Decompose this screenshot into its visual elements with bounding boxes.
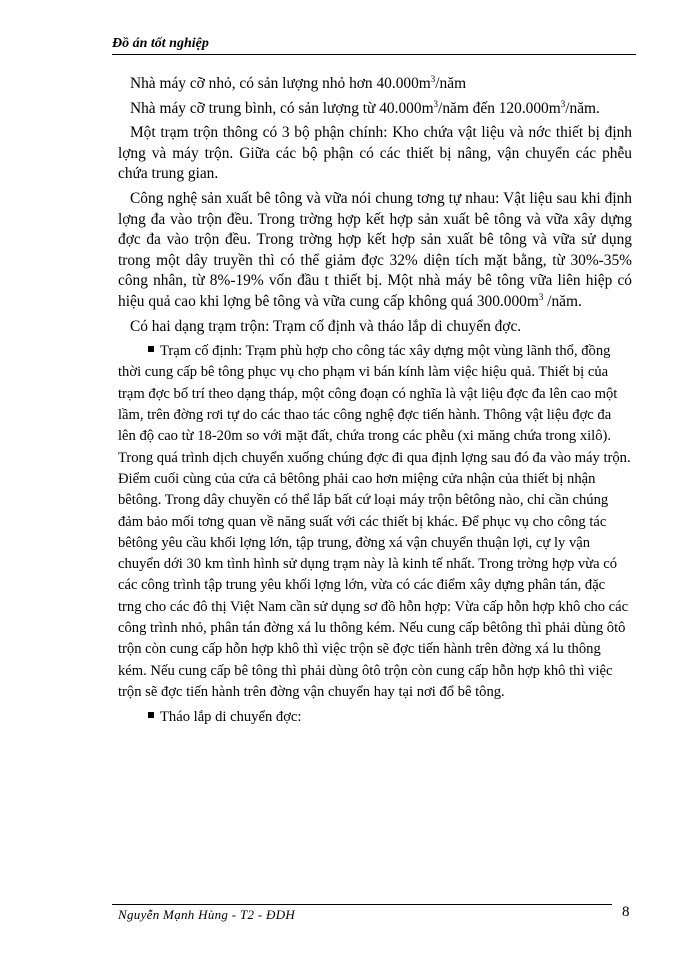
page-header <box>112 36 636 55</box>
page-number: 8 <box>622 904 630 920</box>
paragraph-small-plant: Nhà máy cỡ nhỏ, có sản lượng nhỏ hơn $40.000m^3$/năm <box>130 74 467 92</box>
square-bullet-icon <box>148 712 154 718</box>
paragraph-medium-plant: Nhà máy cỡ trung bình, có sản lượng từ $40.000m^3$/năm đến $120.000m^3$/năm. <box>130 98 600 117</box>
paragraph-mixing-station-parts: Một trạm trộn thông có 3 bộ phận chính: Kho chứa vật liệu và nớc thiết bị định lợng và máy trộn. Giữa các bộ phận có các thiết bị nâng, vận chuyển các phễu chứa trung gian. <box>118 124 632 183</box>
footer-author: Nguyễn Mạnh Hùng - T2 - ĐDH <box>118 907 296 922</box>
footer-divider <box>112 904 612 905</box>
bullet-mobile-station: Tháo lắp di chuyển đợc: <box>118 707 632 728</box>
bullet-fixed-station: Trạm cố định: Trạm phù hợp cho công tác xây dựng một vùng lãnh thổ, đồng thời cung cấp bê tông phục vụ cho phạm vi bán kính làm việc hiệu quả. Thiết bị của trạm đợc bố trí theo dạng tháp, một công đoạn có nghĩa là vật liệu đợc đa lên cao một lầm, trên đờng rơi tự do các thao tác công nghệ đợc tiến hành. Thông vật liệu đợc đa lên độ cao từ 18-20m so với mặt đất, chứa trong các phễu (xi măng chứa trong xilô). Trong quá trình dịch chuyển xuống chúng đợc đi qua định lợng sau đó đa vào máy trộn. Điểm cuối cùng của cửa cả bêtông phải cao hơn miệng cửa nhận của thiết bị nhận bêtông. Trong dây chuyền có thể lắp bất cứ loại máy trộn bêtông nào, chỉ cần chúng đảm bảo mối tơng quan về năng suất với các thiết bị khác. Để phục vụ cho công tác bêtông yêu cầu khối lợng lớn, tập trung, đờng xá vận chuyển thuận lợi, cự ly vận chuyển dới 30 km tình hình sử dụng trạm này là kinh tế nhất. Trong trờng hợp vừa có các công trình tập trung yêu khối lợng lớn, vừa có các điểm xây dựng phân tán, đặc trng cho các đô thị Việt Nam cần sử dụng sơ đồ hỗn hợp: Vừa cấp hỗn hợp khô cho các công trình nhỏ, phân tán đờng xá lu thông kém. Nếu cung cấp bêtông thì phải dùng ôtô trộn còn cung cấp hỗn hợp khô thì việc trộn sẽ đợc tiến hành trên đờng xá lu thông kém. Nếu cung cấp bê tông thì phải dùng ôtô trộn còn cung cấp hỗn hợp khô thì việc trộn sẽ đợc tiến hành trên đờng vận chuyển hay tại nơi đổ bê tông. <box>118 343 631 700</box>
page-body <box>118 74 632 731</box>
header-title: Đồ án tốt nghiệp <box>112 36 209 51</box>
square-bullet-icon <box>148 346 154 352</box>
paragraph-production-technology: Công nghệ sản xuất bê tông và vữa nói chung tơng tự nhau: Vật liệu sau khi định lợng đa vào trộn đều. Trong trờng hợp kết hợp sản xuất bê tông và vữa xây dựng đợc đa vào trộn đều. Trong trờng hợp kết hợp sản xuất bê tông và vữa sử dụng trong một dây truyền thì có thể giảm đợc 32% diện tích mặt bằng, từ 30%-35% công nhân, từ 8%-19% vốn đầu t thiết bị. Một nhà máy bê tông vữa liên hiệp có hiệu quả cao khi lợng bê tông và vữa cung cấp không quá $300.000m^3$ /năm. <box>118 189 632 310</box>
paragraph-station-types: Có hai dạng trạm trộn: Trạm cố định và tháo lắp di chuyển đợc. <box>130 317 522 335</box>
